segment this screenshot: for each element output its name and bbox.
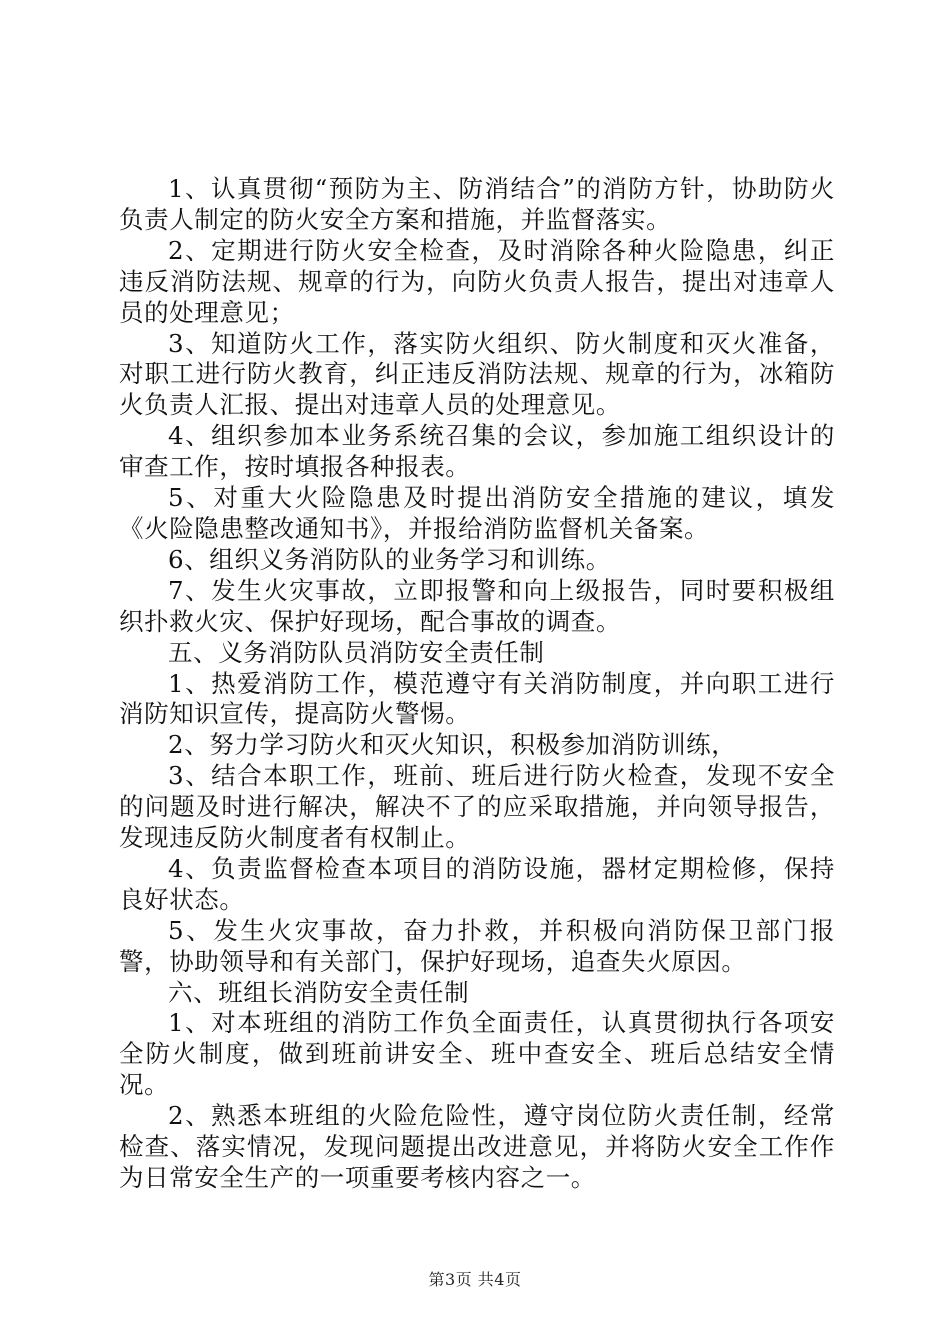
section-heading: 五、义务消防队员消防安全责任制: [168, 637, 545, 667]
paragraph: 5、发生火灾事故，奋力扑救，并积极向消防保卫部门报警，协助领导和有关部门，保护好现场，追查失火原因。: [119, 915, 835, 976]
paragraph: 1、认真贯彻“预防为主、防消结合”的消防方针，协助防火负责人制定的防火安全方案和措施，并监督落实。: [119, 174, 835, 234]
paragraph: 7、发生火灾事故，立即报警和向上级报告，同时要积极组织扑救火灾、保护好现场，配合事故的调查。: [119, 575, 835, 636]
paragraph: 5、对重大火险隐患及时提出消防安全措施的建议，填发《火险隐患整改通知书》，并报给消防监督机关备案。: [119, 483, 835, 543]
document-body: [119, 174, 835, 1194]
paragraph: 6、组织义务消防队的业务学习和训练。: [168, 544, 611, 574]
paragraph: 3、结合本职工作，班前、班后进行防火检查，发现不安全的问题及时进行解决，解决不了的应采取措施，并向领导报告，发现违反防火制度者有权制止。: [119, 761, 835, 853]
paragraph: 3、知道防火工作，落实防火组织、防火制度和灭火准备，对职工进行防火教育，纠正违反消防法规、规章的行为，冰箱防火负责人汇报、提出对违章人员的处理意见。: [119, 328, 835, 420]
page-number-footer: 第3页 共4页: [428, 1270, 522, 1289]
paragraph: 1、热爱消防工作，模范遵守有关消防制度，并向职工进行消防知识宣传，提高防火警惕。: [119, 668, 835, 729]
paragraph: 4、组织参加本业务系统召集的会议，参加施工组织设计的审查工作，按时填报各种报表。: [119, 421, 835, 482]
paragraph: 1、对本班组的消防工作负全面责任，认真贯彻执行各项安全防火制度，做到班前讲安全、班中查安全、班后总结安全情况。: [119, 1008, 835, 1100]
paragraph: 4、负责监督检查本项目的消防设施，器材定期检修，保持良好状态。: [119, 853, 835, 914]
section-heading: 六、班组长消防安全责任制: [168, 977, 470, 1007]
paragraph: 2、熟悉本班组的火险危险性，遵守岗位防火责任制，经常检查、落实情况，发现问题提出改进意见，并将防火安全工作作为日常安全生产的一项重要考核内容之一。: [119, 1101, 835, 1192]
paragraph: 2、努力学习防火和灭火知识，积极参加消防训练，: [168, 730, 737, 760]
paragraph: 2、定期进行防火安全检查，及时消除各种火险隐患，纠正违反消防法规、规章的行为，向防火负责人报告，提出对违章人员的处理意见；: [119, 235, 835, 327]
